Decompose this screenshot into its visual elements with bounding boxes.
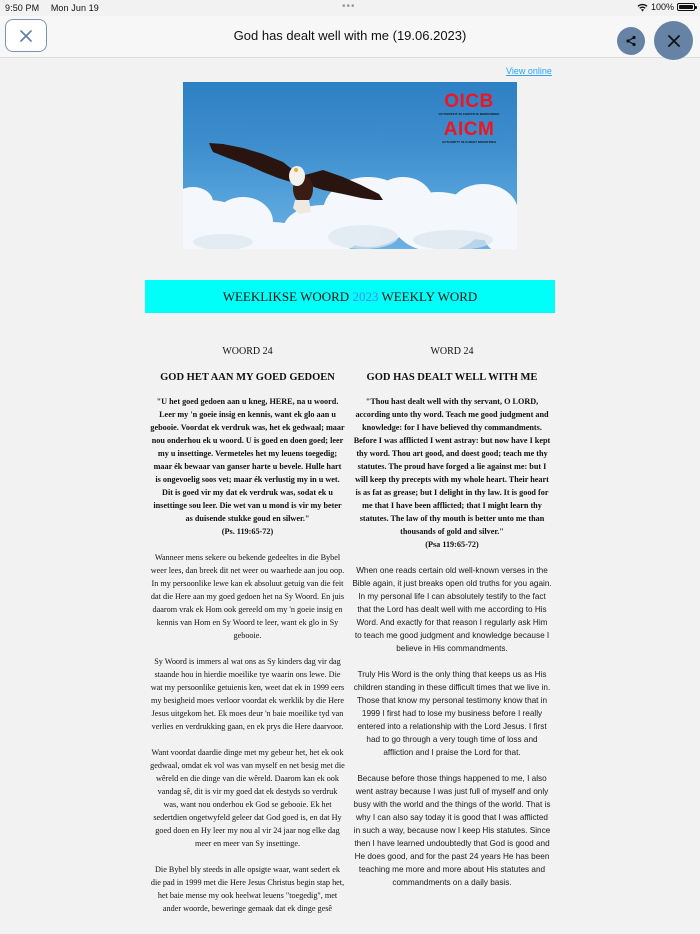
word-title: GOD HAS DEALT WELL WITH ME [366,372,538,383]
weekly-year: 2023 [352,289,379,304]
scripture-reference: (Psa 119:65-72) [425,540,479,549]
scripture-reference: (Ps. 119:65-72) [221,527,274,536]
wifi-icon [637,3,648,12]
weekly-suffix: WEEKLY WORD [378,289,478,304]
header-bar [0,16,700,58]
share-button[interactable] [617,27,645,55]
status-time-date [5,3,108,13]
body-paragraph: Truly His Word is the only thing that keeps us as His children standing in these difficult times that we live in. Those that know my personal testimony know that in 1999 I first had to lose my business before I really entered into a relationship with the Lord Jesus. I first had to go through a very tough time of loss and affliction and I praise the Lord for that. [353,670,551,757]
view-online-link[interactable]: View online [506,66,552,76]
status-date: Mon Jun 19 [50,3,99,13]
body-paragraph: Sy Woord is immers al wat ons as Sy kinders dag vir dag staande hou in hierdie moeilike tye waarin ons lewe. Die wat my persoonlike getuienis ken, weet dat ek in 1999 eers my besigheid moes verloor voordat ek werklik by die Here Jesus uitgekom het. Ek moes deur 'n baie moeilike tyd van verlies en verdrukking gaan, en ek prys die Here daarvoor. [150,657,345,731]
scripture-quote: "U het goed gedoen aan u kneg, HERE, na u woord. Leer my 'n goeie insig en kennis, want ek glo aan u gebooie. Voordat ek verdruk was, het ek gedwaal; maar nou onderhou ek u woord. U is goed en doen goed; leer my u insettinge. Vermeteles het my leuens toegedig; maar ék bewaar van ganser harte u bevele. Hulle hart is ongevoelig soos vet; maar ék verlustig my in u wet. Dit is goed vir my dat ek verdruk was, sodat ek u insettinge sou leer. Die wet van u mond is vir my beter as duisende stukke goud en silwer." [150,397,345,523]
body-paragraph: Because before those things happened to me, I also went astray because I was just full of myself and only busy with the world and the things of the world. That is why I can also say today it is good that I was afflicted in such a way, because now I keep His statutes. Since then I have learned undoubtedly that God is good and He does good, and for the past 24 years He has been teaching me more and more about His statutes and commandments on a daily basis. [353,774,551,887]
logo-aicm-subtitle: AUTHORITY IN CHRIST MINISTRIES [441,140,497,144]
word-title: GOD HET AAN MY GOED GEDOEN [160,372,335,383]
word-number-label: WOORD 24 [222,346,273,357]
dismiss-button[interactable] [654,21,693,60]
logo-oicb-subtitle: OUTORITEIT IN CHRISTUS BEDIENINGE [438,112,500,116]
banner-image [183,82,517,249]
body-paragraph: Want voordat daardie dinge met my gebeur het, het ek ook gedwaal, omdat ek vol was van myself en net besig met die wêreld en die dinge van die wêreld. Daarom kan ek ook vandag sê, dit is vir my goed dat ek destyds so verdruk was, want nou onderhou ek God se gebooie. Ek het sedertdien ongetwyfeld geleer dat God goed is, en dat Hy goed doen en Hy leer my nou al vir 24 jaar nog elke dag meer en meer van Sy insettinge. [150,748,345,848]
word-number-label: WORD 24 [430,346,474,357]
body-paragraph: Die Bybel bly steeds in alle opsigte waar, want sedert ek die pad in 1999 met die Here Jesus Christus begin stap het, het baie mense my ook heelwat leuens "toegedig", met ander woorde, beweringe gemaak dat ek dinge gesê [150,865,345,913]
email-content[interactable] [0,59,700,934]
weekly-prefix: WEEKLIKSE WOORD [222,289,353,304]
ministry-logo [427,92,511,145]
status-indicators [637,2,695,12]
multitasking-dots[interactable]: ••• [342,1,356,12]
share-icon [625,35,637,47]
english-column [352,346,552,889]
status-time: 9:50 PM [5,3,40,13]
battery-icon [677,3,695,11]
battery-percent: 100% [650,2,674,12]
logo-oicb: OICB [444,91,494,112]
weekly-word-banner [145,280,555,313]
body-paragraph: When one reads certain old well-known verses in the Bible again, it just breaks open old truths for you again. In my personal life I can absolutely testify to the fact that the Lord has dealt well with me according to His Word. And exactly for that reason I regularly ask Him to teach me good judgment and knowledge because I believe in His commandments. [352,566,552,653]
close-icon [668,35,680,47]
afrikaans-column [150,346,345,915]
status-bar [0,0,700,16]
page-title: God has dealt well with me (19.06.2023) [233,28,467,43]
logo-aicm: AICM [443,119,495,140]
scripture-quote: "Thou hast dealt well with thy servant, O LORD, according unto thy word. Teach me good judgment and knowledge: for I have believed thy commandments. Before I was afflicted I went astray: but now have I kept thy word. Thou art good, and doest good; teach me thy statutes. The proud have forged a lie against me: but I will keep thy precepts with my whole heart. Their heart is as fat as grease; but I delight in thy law. It is good for me that I have been afflicted; that I might learn thy statutes. The law of thy mouth is better unto me than thousands of gold and silver." [353,397,551,536]
body-paragraph: Wanneer mens sekere ou bekende gedeeltes in die Bybel weer lees, dan breek dit net weer ou waarhede aan jou oop. In my persoonlike lewe kan ek absoluut getuig van die feit dat die Here aan my goed gedoen het na Sy Woord. En juis daarom vrak ek Hom ook gereeld om my 'n goeie insig en kennis van Hom en Sy Woord te leer, want ek glo in Sy gebooie. [150,553,345,640]
